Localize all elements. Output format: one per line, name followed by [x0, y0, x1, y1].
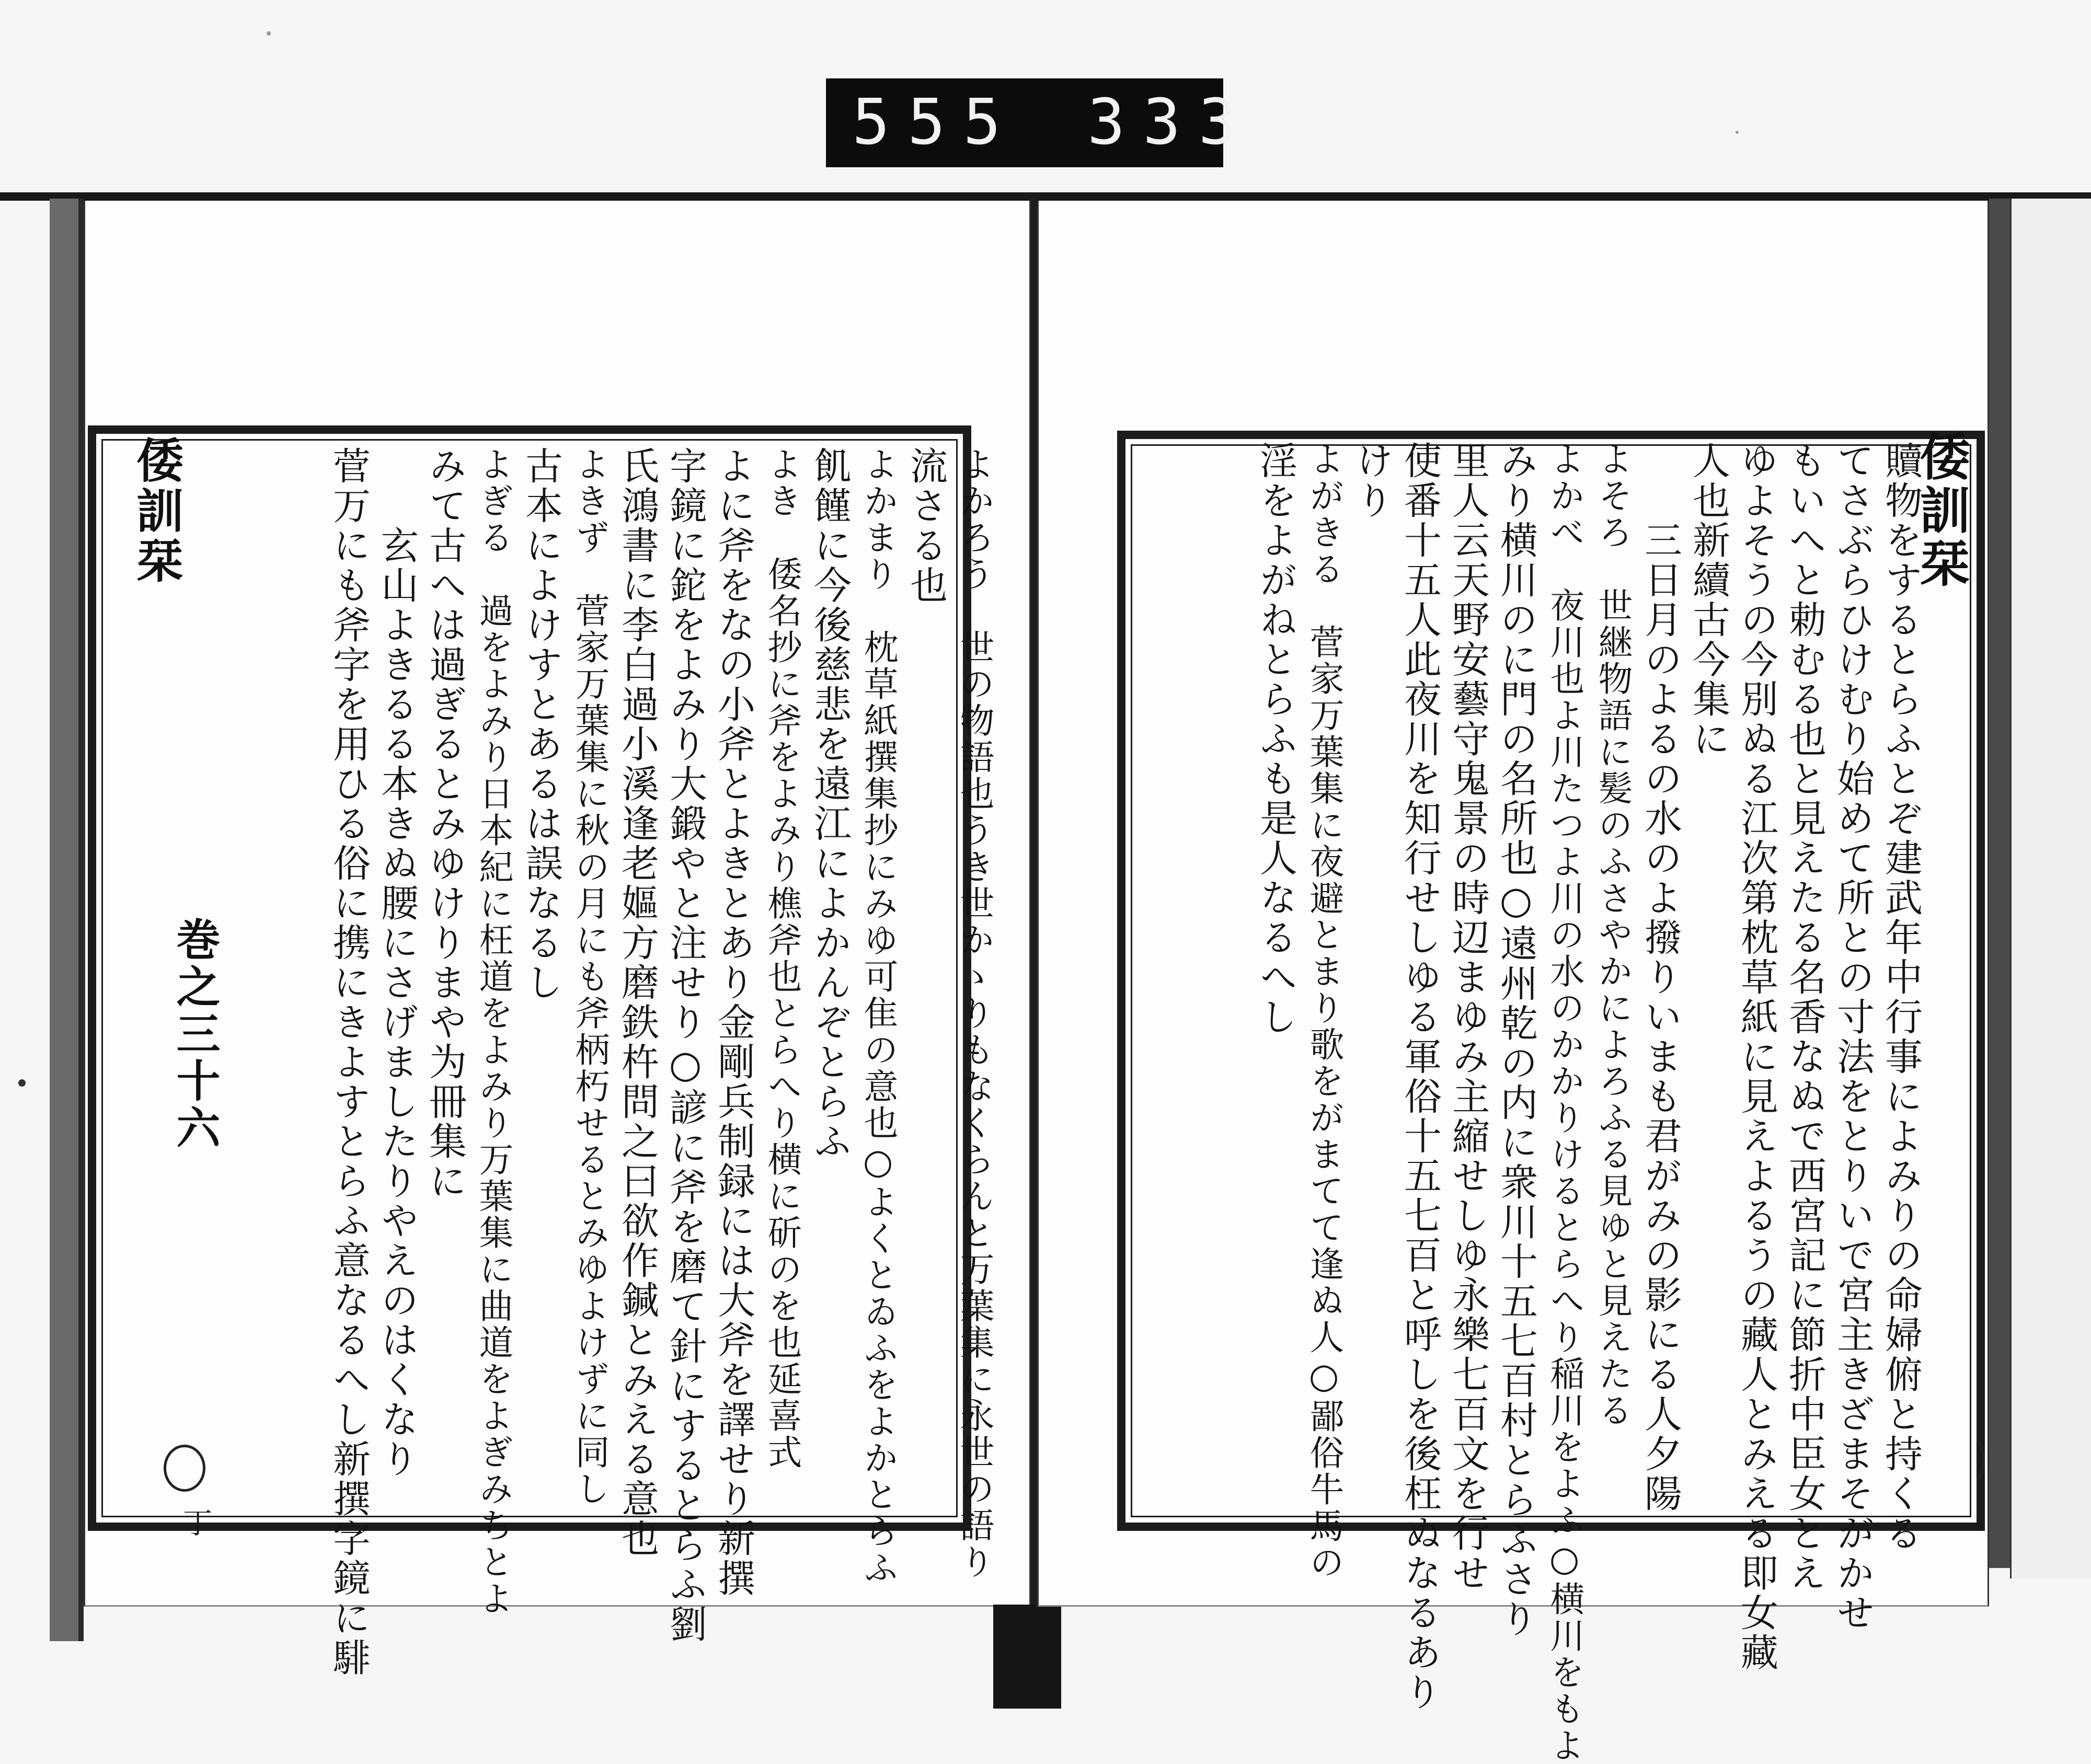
left-page-text [325, 446, 998, 1678]
text-column: 飢饉に今後慈悲を遠江によかんぞとらふ [808, 446, 852, 1161]
text-column: 氏鴻書に李白過小溪逢老嫗方磨鉄杵問之曰欲作鍼とみえる意也 [615, 446, 659, 1559]
text-column: 使番十五人此夜川を知行せしゆる軍俗十五七百と呼しを後枉ぬなるあり [1398, 441, 1442, 1712]
folio-mark: 丁 [178, 1507, 212, 1537]
text-column: よかべ 夜川也よ川たつよ川の水のかかりけるとらへり稲川をよふ○横川をもよ [1544, 441, 1584, 1764]
volume-tag: 巻之三十六 [169, 917, 221, 1152]
book-gutter [1031, 199, 1037, 1610]
page-circle-mark [1951, 1434, 1985, 1486]
text-column: よきず 菅家万葉集に秋の月にも斧柄朽せるとみゆよけずに同し [569, 446, 610, 1507]
book-title-tag: 倭訓栞 [1912, 431, 1971, 591]
text-column: みて古へは過ぎるとみゆけりまや为冊集に [423, 446, 467, 1201]
text-column: よがきる 菅家万葉集に夜避とまり歌をがまてて逢ぬ人○鄙俗牛馬の [1304, 441, 1344, 1581]
page-circle-mark [164, 1445, 205, 1492]
gutter-shadow [993, 1605, 1061, 1709]
text-column: よに斧をなの小斧とよきとあり金剛兵制録には大斧を譯せり新撰 [711, 446, 755, 1598]
right-outer-margin [2010, 199, 2091, 1578]
plate-left-number: 555 [852, 86, 1019, 159]
right-spine [1989, 199, 2010, 1568]
text-column: 里人云天野安藝守鬼景の時辺まゆみ主縮せしゆ永樂七百文を行せ [1446, 441, 1490, 1593]
text-column: 贖物をするとらふとぞ建武年中行事によみりの命婦俯と持くる [1879, 441, 1923, 1553]
text-column: ゆよそうの今別ぬる江次第枕草紙に見えよるうの藏人とみえる即女藏 [1734, 441, 1778, 1673]
book-top-edge [0, 192, 2091, 201]
text-column: よかまり 枕草紙撰集抄にみゆ可隹の意也○よくとゐふをよかとらふ [858, 446, 898, 1586]
text-column: よそろ 世継物語に髪のふさやかによろふる見ゆと見えたる [1592, 441, 1633, 1429]
text-column: 菅万にも斧字を用ひる俗に携にきよすとらふ意なるへし新撰字鏡に騑 [327, 446, 371, 1678]
text-column: もいへと勅むる也と見えたる名香なぬで西宮記に節折中臣女とえ [1783, 441, 1826, 1593]
text-column: よぎる 過をよみり日本紀に枉道をよみり万葉集に曲道をよぎみちとよ [473, 446, 513, 1617]
poem-column: 三日月のよるの水のよ撥りいまも君がみの影にる人夕陽 [1638, 441, 1682, 1514]
poem-column: 玄山よきるる本きぬ腰にさげましたりやえのはくなり [375, 446, 419, 1479]
text-column: 字鏡に鉈をよみり大鍛やと注せり○諺に斧を磨て針にするとらふ劉 [663, 446, 707, 1644]
left-page [84, 201, 1031, 1678]
text-column: 流さる也 [904, 446, 948, 605]
text-column: けり [1350, 441, 1394, 521]
text-column: 古本によけすとあるは誤なるし [519, 446, 563, 1002]
text-column: てさぶらひけむり始めて所との寸法をとりいで宮主きざまそがかせ [1831, 441, 1875, 1633]
text-column: よかろう 世の物語也うき世かゝりもなくらんと万葉集に永世の語り [954, 446, 994, 1581]
right-page-text [1251, 441, 1925, 1764]
text-column: みり横川のに門の名所也○遠州乾の内に衆川十五七百村とらふさり [1494, 441, 1538, 1639]
book-title-tag: 倭訓栞 [128, 436, 183, 586]
left-spine-edge [78, 199, 84, 1641]
text-column: よき 倭名抄に斧をよみり樵斧也とらへり横に斫のを也延喜式 [762, 446, 802, 1471]
left-spine [50, 199, 81, 1641]
right-page [1037, 201, 1989, 1764]
text-column: 淫をよがねとらふも是人なるへし [1254, 441, 1297, 1037]
archive-number-plate [826, 78, 1254, 167]
text-column: 人也新續古今集に [1686, 441, 1730, 759]
plate-right-number: 333 [1087, 86, 1254, 159]
